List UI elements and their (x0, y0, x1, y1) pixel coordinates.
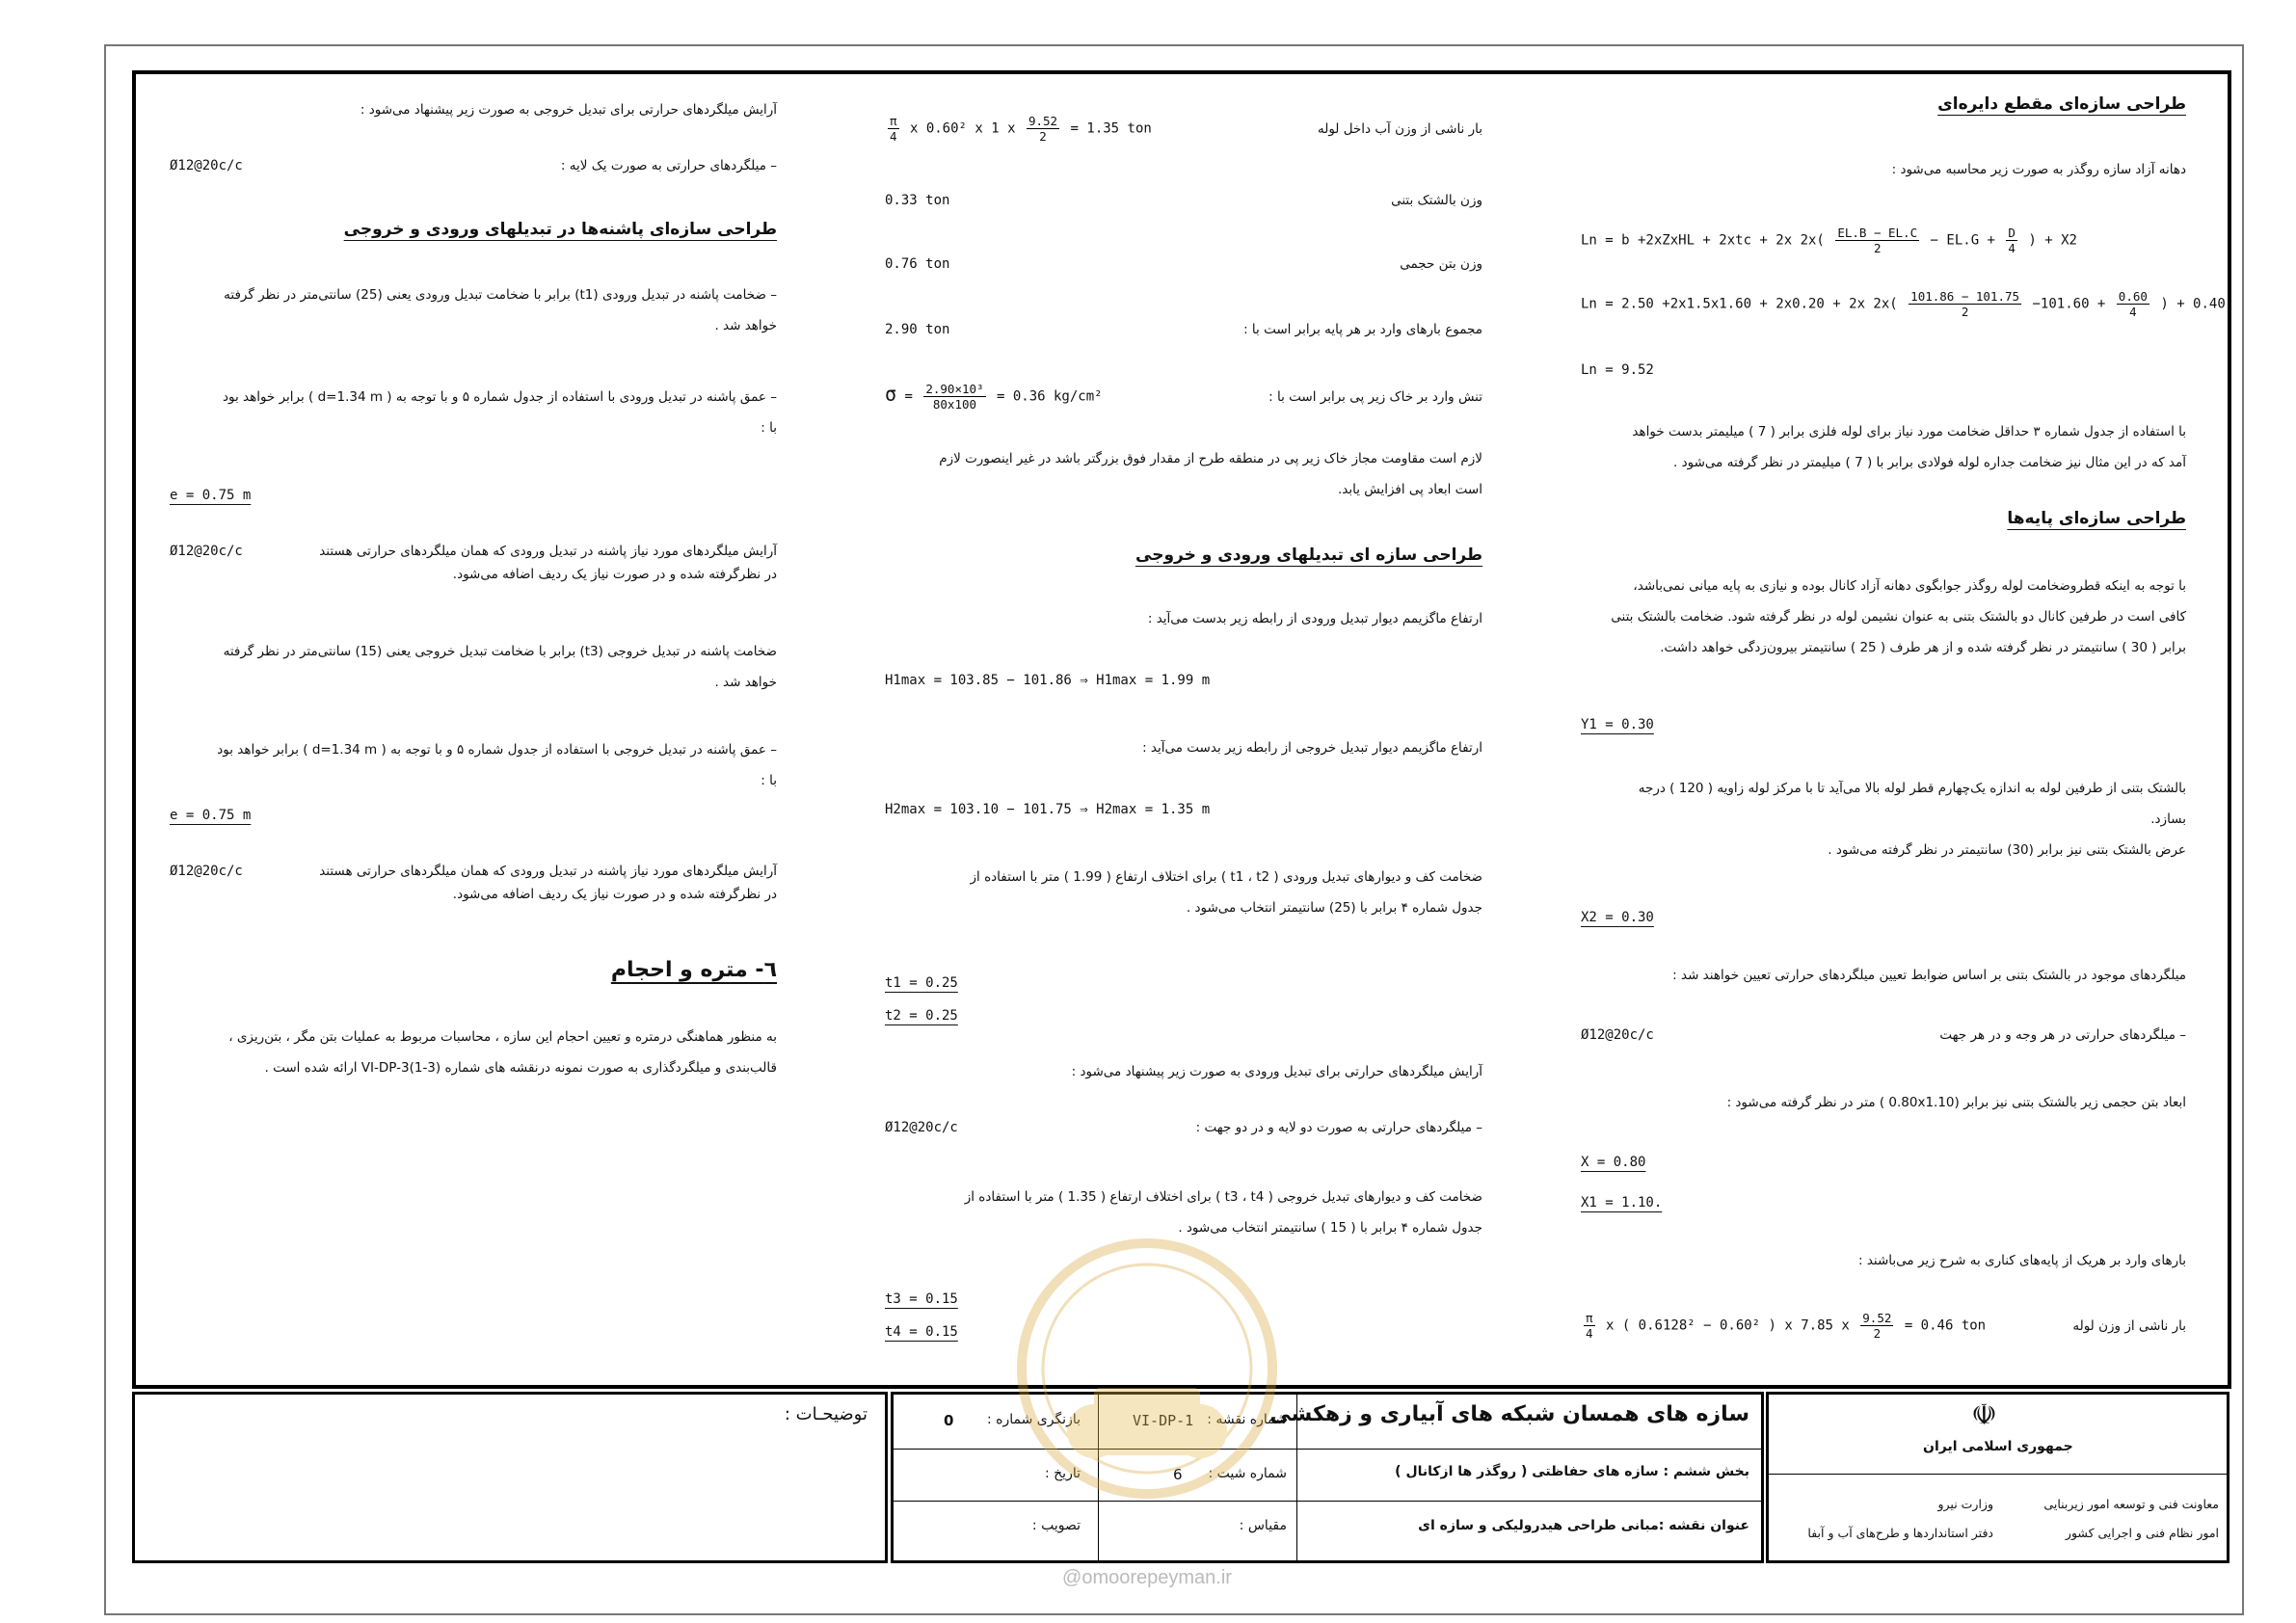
paragraph: با : (761, 420, 777, 436)
organization-box (1766, 1392, 2229, 1563)
paragraph: برابر ( 30 ) سانتیمتر در نظر گرفته شده و از هر طرف ( 25 ) سانتیمتر بیرون‌زدگی خواهد داشت. (1660, 640, 2186, 655)
sheet-number-label: شماره شیت : (1208, 1466, 1287, 1481)
scale-label: مقیاس : (1239, 1518, 1287, 1533)
paragraph: آرایش میلگردهای حرارتی برای تبدیل ورودی به صورت زیر پیشنهاد می‌شود : (1071, 1064, 1482, 1079)
formula: Ln = 9.52 (1581, 362, 1654, 378)
paragraph: دهانه آزاد سازه روگذر به صورت زیر محاسبه می‌شود : (1891, 162, 2186, 177)
load-label: بار ناشی از وزن لوله (2072, 1317, 2186, 1334)
paragraph: بارهای وارد بر هریک از پایه‌های کناری به شرح زیر می‌باشند : (1857, 1253, 2186, 1268)
load-value: 2.90 ton (885, 322, 950, 337)
paragraph: لازم است مقاومت مجاز خاک زیر پی در منطقه طرح از مقدار فوق بزرگتر باشد در غیر اینصورت لازم (939, 451, 1482, 466)
emblem-icon: ☫ (1971, 1398, 1997, 1432)
rebar-spec: Ø12@20c/c (170, 864, 243, 879)
formula: H1max = 103.85 − 101.86 ⇒ H1max = 1.99 m (885, 673, 1211, 688)
rebar-spec: Ø12@20c/c (170, 158, 243, 173)
formula: $\frac{\pi}{4}$ x 0.60² x 1 x $\frac{9.52}{2}$ = 1.35 ton (890, 114, 1152, 144)
revision-number: 0 (944, 1412, 954, 1429)
middle-column (885, 85, 1482, 1376)
revision-label: بازنگری شماره : (986, 1412, 1081, 1427)
paragraph: در نظرگرفته شده و در صورت نیاز یک ردیف اضافه می‌شود. (452, 567, 777, 582)
section-title: طراحی سازه‌ای پاشنه‌ها در تبدیلهای ورودی و خروجی (343, 220, 777, 239)
formula: $\frac{\pi}{4}$ x ( 0.6128² − 0.60² ) x 7.85 x $\frac{9.52}{2}$ = 0.46 ton (1586, 1311, 1987, 1341)
value-t4: t4 = 0.15 (885, 1324, 958, 1340)
date-label: تاریخ : (1044, 1466, 1081, 1481)
load-label: مجموع بارهای وارد بر هر پایه برابر است با : (1243, 322, 1482, 337)
sheet-number: 6 (1173, 1466, 1183, 1483)
rebar-description: – میلگردهای حرارتی به صورت دو لایه و در دو جهت : (1195, 1120, 1482, 1135)
paragraph: بسازد. (2150, 812, 2186, 827)
formula: σ = $\frac{\text{2.90×10³}}{80x100}$ = 0.36 kg/cm² (885, 382, 1103, 412)
watermark-text: @omoorepeyman.ir (1062, 1567, 1232, 1588)
paragraph: ابعاد بتن حجمی زیر بالشتک بتنی نیز برابر (0.80x1.10 ) متر در نظر گرفته می‌شود : (1726, 1095, 2186, 1110)
paragraph: خواهد شد . (714, 675, 777, 690)
value-e: e = 0.75 m (170, 808, 252, 823)
rebar-spec: Ø12@20c/c (885, 1120, 958, 1135)
paragraph: ارتفاع ماگزیمم دیوار تبدیل خروجی از رابطه زیر بدست می‌آید : (1142, 740, 1482, 756)
paragraph: با استفاده از جدول شماره ۳ حداقل ضخامت مورد نیاز برای لوله فلزی برابر ( 7 ) میلیمتر بدست خواهد (1632, 424, 2186, 439)
load-label: وزن بتن حجمی (1400, 256, 1482, 272)
drawing-info-box (891, 1392, 1764, 1563)
left-column (170, 85, 777, 1376)
paragraph: آرایش میلگردهای حرارتی برای تبدیل خروجی به صورت زیر پیشنهاد می‌شود : (360, 102, 777, 118)
paragraph: است ابعاد پی افزایش یابد. (1337, 482, 1482, 497)
paragraph: جدول شماره ۴ برابر با (25) سانتیمتر انتخاب می‌شود . (1186, 900, 1482, 916)
value-y1: Y1 = 0.30 (1581, 717, 1654, 732)
rebar-description: – میلگردهای حرارتی به صورت یک لایه : (560, 158, 777, 173)
value-t1: t1 = 0.25 (885, 975, 958, 991)
paragraph: در نظرگرفته شده و در صورت نیاز یک ردیف اضافه می‌شود. (452, 887, 777, 902)
paragraph: ضخامت کف و دیوارهای تبدیل ورودی ( t1 ، t2 ) برای اختلاف ارتفاع ( 1.99 ) متر با استفاده از (970, 869, 1482, 885)
paragraph: ضخامت کف و دیوارهای تبدیل خروجی ( t3 ، t4 ) برای اختلاف ارتفاع ( 1.35 ) متر با استفاده از (964, 1189, 1482, 1205)
value-t3: t3 = 0.15 (885, 1291, 958, 1307)
paragraph: آمد که در این مثال نیز ضخامت جداره لوله فولادی برابر با ( 7 ) میلیمتر در نظر گرفته می‌شود . (1673, 455, 2186, 470)
paragraph: آرایش میلگردهای مورد نیاز پاشنه در تبدیل ورودی که همان میلگردهای حرارتی هستند (319, 544, 777, 559)
value-x: X = 0.80 (1581, 1155, 1646, 1170)
section-title: ٦- متره و احجام (610, 958, 777, 982)
notes-label: توضیحـات : (784, 1404, 868, 1424)
org-name: دفتر استانداردها و طرح‌های آب و آبفا (1807, 1526, 1993, 1540)
rebar-spec: Ø12@20c/c (1581, 1027, 1654, 1043)
paragraph: به منظور هماهنگی درمتره و تعیین احجام این سازه ، محاسبات مربوط به عملیات بتن مگر ، بتن‌ریزی ، (228, 1029, 777, 1045)
drawing-number-label: شماره نقشه : (1207, 1412, 1287, 1427)
paragraph: ارتفاع ماگزیمم دیوار تبدیل ورودی از رابطه زیر بدست می‌آید : (1147, 611, 1482, 626)
paragraph: کافی است در طرفین کانال دو بالشتک بتنی به عنوان نشیمن لوله در نظر گرفته شود. ضخامت بالشتک بتنی (1611, 609, 2186, 625)
paragraph: ضخامت پاشنه در تبدیل خروجی (t3) برابر با ضخامت تبدیل خروجی یعنی (15) سانتی‌متر در نظر گرفته (223, 644, 777, 659)
value-x1: X1 = 1.10. (1581, 1195, 1663, 1211)
section-name: بخش ششم : سازه های حفاظتی ( روگذر ها ازکانال ) (1395, 1464, 1749, 1479)
drawing-title: عنوان نقشه :مبانی طراحی هیدرولیکی و سازه ای (1418, 1518, 1749, 1533)
formula: H2max = 103.10 − 101.75 ⇒ H2max = 1.35 m (885, 802, 1211, 817)
paragraph: خواهد شد . (714, 318, 777, 333)
country-name: جمهوری اسلامی ایران (1923, 1439, 2073, 1454)
org-name: وزارت نیرو (1937, 1497, 1993, 1511)
rebar-spec: Ø12@20c/c (170, 544, 243, 559)
value-x2: X2 = 0.30 (1581, 910, 1654, 925)
paragraph: آرایش میلگردهای مورد نیاز پاشنه در تبدیل ورودی که همان میلگردهای حرارتی هستند (319, 864, 777, 879)
paragraph: با : (761, 773, 777, 788)
org-name: امور نظام فنی و اجرایی کشور (2065, 1526, 2219, 1540)
stress-label: تنش وارد بر خاک زیر پی برابر است با : (1268, 388, 1482, 405)
section-title: طراحی سازه‌ای مقطع دایره‌ای (1937, 94, 2186, 114)
paragraph: جدول شماره ۴ برابر با ( 15 ) سانتیمتر انتخاب می‌شود . (1178, 1220, 1482, 1236)
formula: Ln = 2.50 +2x1.5x1.60 + 2x0.20 + 2x 2x( $\frac{101.86 - 101.75}{2}$ −101.60 + $\frac{0.60}{4}$ ) + 0.40 (1581, 289, 2226, 319)
project-title: سازه های همسان شبکه های آبیاری و زهکشی (1269, 1402, 1749, 1426)
load-value: 0.76 ton (885, 256, 950, 272)
load-label: وزن بالشتک بتنی (1391, 193, 1482, 208)
approval-label: تصویب : (1031, 1518, 1081, 1533)
value-e: e = 0.75 m (170, 488, 252, 503)
load-value: 0.33 ton (885, 193, 950, 208)
load-label: بار ناشی از وزن آب داخل لوله (1317, 120, 1482, 137)
paragraph: – ضخامت پاشنه در تبدیل ورودی (t1) برابر با ضخامت تبدیل ورودی یعنی (25) سانتی‌متر در نظر گرفته (224, 287, 777, 303)
org-name: معاونت فنی و توسعه امور زیربنایی (2043, 1497, 2219, 1511)
paragraph: عرض بالشتک بتنی نیز برابر (30) سانتیمتر در نظر گرفته می‌شود . (1828, 842, 2186, 858)
paragraph: با توجه به اینکه قطروضخامت لوله روگذر جوابگوی دهانه آزاد کانال بوده و نیازی به پایه میانی نمی‌باشد، (1633, 578, 2186, 594)
paragraph: – عمق پاشنه در تبدیل ورودی با استفاده از جدول شماره ۵ و با توجه به ( d=1.34 m ) برابر خواهد بود (222, 389, 777, 405)
rebar-description: – میلگردهای حرارتی در هر وجه و در هر جهت (1939, 1027, 2186, 1043)
right-column (1581, 85, 2226, 1376)
paragraph: میلگردهای موجود در بالشتک بتنی بر اساس ضوابط تعیین میلگردهای حرارتی تعیین خواهند شد : (1672, 968, 2186, 983)
section-title: طراحی سازه ای تبدیلهای ورودی و خروجی (1135, 545, 1482, 565)
paragraph: بالشتک بتنی از طرفین لوله به اندازه یک‌چهارم قطر لوله بالا می‌آید تا با مرکز لوله زاویه ( 120 ) درجه (1638, 781, 2186, 796)
notes-box (132, 1392, 888, 1563)
drawing-number: VI-DP-1 (1133, 1412, 1194, 1429)
section-title: طراحی سازه‌ای پایه‌ها (2007, 509, 2186, 528)
paragraph: قالب‌بندی و میلگردگذاری به صورت نمونه درنقشه های شماره (VI-DP-3(1-3 ارائه شده است . (264, 1060, 777, 1076)
formula: Ln = b +2xZxHL + 2xtc + 2x 2x( $\frac{EL.B - EL.C}{2}$ − EL.G + $\frac{D}{4}$ ) + X2 (1581, 226, 2077, 255)
value-t2: t2 = 0.25 (885, 1008, 958, 1024)
paragraph: – عمق پاشنه در تبدیل خروجی با استفاده از جدول شماره ۵ و با توجه به ( d=1.34 m ) برابر خواهد بود (217, 742, 777, 758)
